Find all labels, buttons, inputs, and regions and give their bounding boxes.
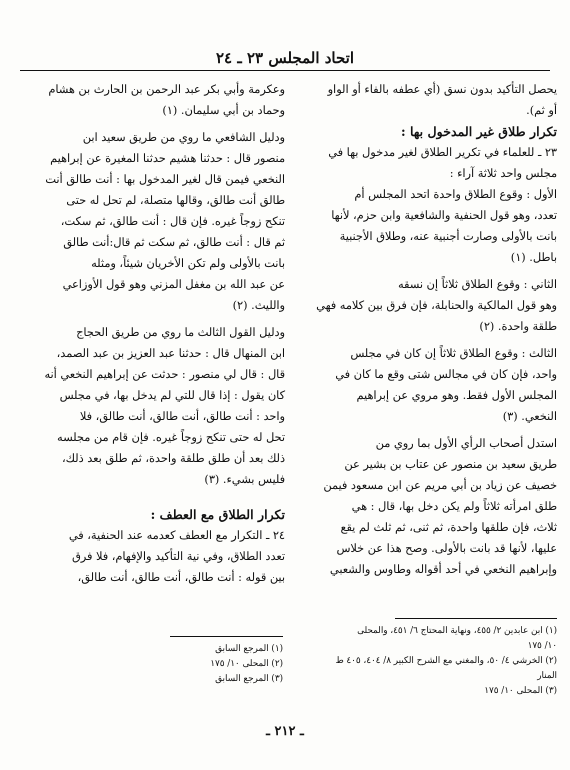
footnote-line: (٣) المحلى ١٠/ ١٧٥ bbox=[484, 686, 557, 696]
section-heading: تكرار الطلاق مع العطف : bbox=[150, 507, 285, 522]
continuation-paragraph bbox=[295, 79, 557, 121]
text-line: تعدد، وهو قول الحنفية والشافعية وابن حزم، لأنها bbox=[331, 209, 557, 222]
text-line: فليس بشيء. (٣) bbox=[204, 473, 285, 486]
text-line: باطل. (١) bbox=[510, 251, 557, 264]
third-view-proof-paragraph bbox=[22, 322, 285, 490]
text-line: عليها، لأنها قد بانت بالأولى. وصح هذا عن خلاس bbox=[336, 542, 557, 555]
text-line: مجلس واحد ثلاثة آراء : bbox=[449, 167, 557, 180]
text-line: وحماد بن أبي سليمان. (١) bbox=[162, 104, 285, 117]
text-line: الثاني : وقوع الطلاق ثلاثاً إن نسقه bbox=[397, 278, 557, 291]
text-line: تنكح زوجاً غيره. فإن قال : أنت طالق، ثم سكت، bbox=[60, 215, 285, 228]
text-line: تعدد الطلاق، وفي نية التأكيد والإفهام، فلا فرق bbox=[72, 550, 285, 563]
text-line: بانت بالأولى وصارت أجنبية عنه، وطلاق الأجنبية bbox=[339, 230, 557, 243]
text-line: تحل له حتى تنكح زوجاً غيره. فإن قام من مجلسه bbox=[57, 431, 285, 444]
text-line: استدل أصحاب الرأي الأول بما روي من bbox=[375, 437, 557, 450]
text-line: ثلاث، فإن طلقها واحدة، ثم ثنى، ثم ثلث لم يقع bbox=[340, 521, 557, 534]
text-line: الثالث : وقوع الطلاق ثلاثاً إن كان في مجلس bbox=[350, 347, 557, 360]
text-line: كان يقول : إذا قال للتي لم يدخل بها، في مجلس bbox=[59, 389, 285, 402]
footnote-line: (٣) المرجع السابق bbox=[215, 674, 283, 684]
footnote-separator bbox=[170, 636, 283, 637]
footnote-line: المنار bbox=[537, 671, 557, 681]
text-line: واحد، فإن كان في مجالس شتى وقع ما كان في bbox=[335, 368, 557, 381]
text-line: قال : قال لي منصور : حدثت عن إبراهيم النخعي أنه bbox=[44, 368, 285, 381]
text-line: وإبراهيم النخعي في أحد أقواله وطاوس والشعبي bbox=[329, 563, 557, 576]
text-line: الأول : وقوع الطلاق واحدة اتحد المجلس أم bbox=[354, 188, 557, 201]
footnote-line: ١٠/ ١٧٥ bbox=[527, 641, 557, 651]
header-rule bbox=[20, 70, 550, 71]
left-footnotes bbox=[160, 642, 283, 687]
page-number: ـ ٢١٢ ـ bbox=[266, 724, 304, 739]
section-23-paragraph bbox=[295, 142, 557, 268]
text-line: خصيف عن زياد بن أبي مريم عن ابن مسعود فيمن bbox=[323, 479, 557, 492]
text-line: المجلس الأول فقط. وهو مروي عن إبراهيم bbox=[356, 389, 557, 402]
text-line: وهو قول المالكية والحنابلة، فإن فرق بين كلامه فهي bbox=[316, 299, 557, 312]
text-line: بين قوله : أنت طالق، أنت طالق، أنت طالق، bbox=[77, 571, 285, 584]
text-line: يحصل التأكيد بدون نسق (أي عطفه بالفاء أو الواو bbox=[327, 83, 557, 96]
continuation-paragraph bbox=[22, 79, 285, 121]
second-view-paragraph bbox=[295, 274, 557, 337]
text-line: منصور قال : حدثنا هشيم حدثنا المغيرة عن إبراهيم bbox=[50, 152, 285, 165]
text-line: بانت بالأولى ولم تكن الأخريان شيئاً، ومثله bbox=[91, 257, 285, 270]
first-view-proof-paragraph bbox=[295, 433, 557, 580]
left-column bbox=[22, 79, 285, 588]
text-line: أو ثم). bbox=[526, 104, 557, 117]
text-line: طلقة واحدة. (٢) bbox=[479, 320, 557, 333]
text-line: واحد : أنت طالق، أنت طالق، أنت طالق، فلا bbox=[79, 410, 285, 423]
text-line: وعكرمة وأبي بكر عبد الرحمن بن الحارث بن هشام bbox=[48, 83, 285, 96]
footnote-line: (١) المرجع السابق bbox=[215, 644, 283, 654]
text-line: ٢٣ ـ للعلماء في تكرير الطلاق لغير مدخول بها في bbox=[328, 146, 557, 159]
text-line: ٢٤ ـ التكرار مع العطف كعدمه عند الحنفية، في bbox=[68, 529, 285, 542]
footnote-line: (٢) المحلى ١٠/ ١٧٥ bbox=[210, 659, 283, 669]
text-line: طريق سعيد بن منصور عن عتاب بن بشير عن bbox=[344, 458, 557, 471]
text-line: النخعي فيمن قال لغير المدخول بها : أنت طالق أنت bbox=[45, 173, 285, 186]
text-line: ودليل الشافعي ما روي من طريق سعيد ابن bbox=[82, 131, 285, 144]
right-column bbox=[295, 79, 557, 580]
right-footnotes bbox=[295, 624, 557, 699]
footnote-line: (١) ابن عابدين ٢/ ٤٥٥، ونهاية المحتاج ٦/ ٤٥١، والمحلى bbox=[357, 626, 557, 636]
text-line: والليث. (٢) bbox=[232, 299, 285, 312]
text-line: طلق امرأته ثلاثاً ولم يكن دخل بها، قال : هي bbox=[351, 500, 557, 513]
section-24-paragraph bbox=[22, 525, 285, 588]
footnote-line: (٢) الخرشي ٤/ ٥٠، والمغني مع الشرح الكبير ٨/ ٤٠٤، ٤٠٥ ط bbox=[335, 656, 557, 666]
running-header: اتحاد المجلس ٢٣ ـ ٢٤ bbox=[216, 49, 354, 67]
shafii-proof-paragraph bbox=[22, 127, 285, 316]
text-line: ذلك بعد أن طلق طلقة واحدة، ثم طلق بعد ذلك، bbox=[62, 452, 285, 465]
text-line: طالق أنت طالق، وقالها متصلة، لم تحل له حتى bbox=[66, 194, 285, 207]
text-line: ثم قال : أنت طالق، ثم سكت ثم قال:أنت طالق bbox=[63, 236, 285, 249]
text-line: النخعي. (٣) bbox=[502, 410, 557, 423]
text-line: عن عبد الله بن مغفل المزني وهو قول الأوزاعي bbox=[62, 278, 285, 291]
section-heading: تكرار طلاق غير المدخول بها : bbox=[400, 124, 557, 139]
text-line: ابن المنهال قال : حدثنا عبد العزيز بن عبد الصمد، bbox=[56, 347, 285, 360]
text-line: ودليل القول الثالث ما روي من طريق الحجاج bbox=[76, 326, 285, 339]
third-view-paragraph bbox=[295, 343, 557, 427]
footnote-separator bbox=[395, 618, 557, 619]
